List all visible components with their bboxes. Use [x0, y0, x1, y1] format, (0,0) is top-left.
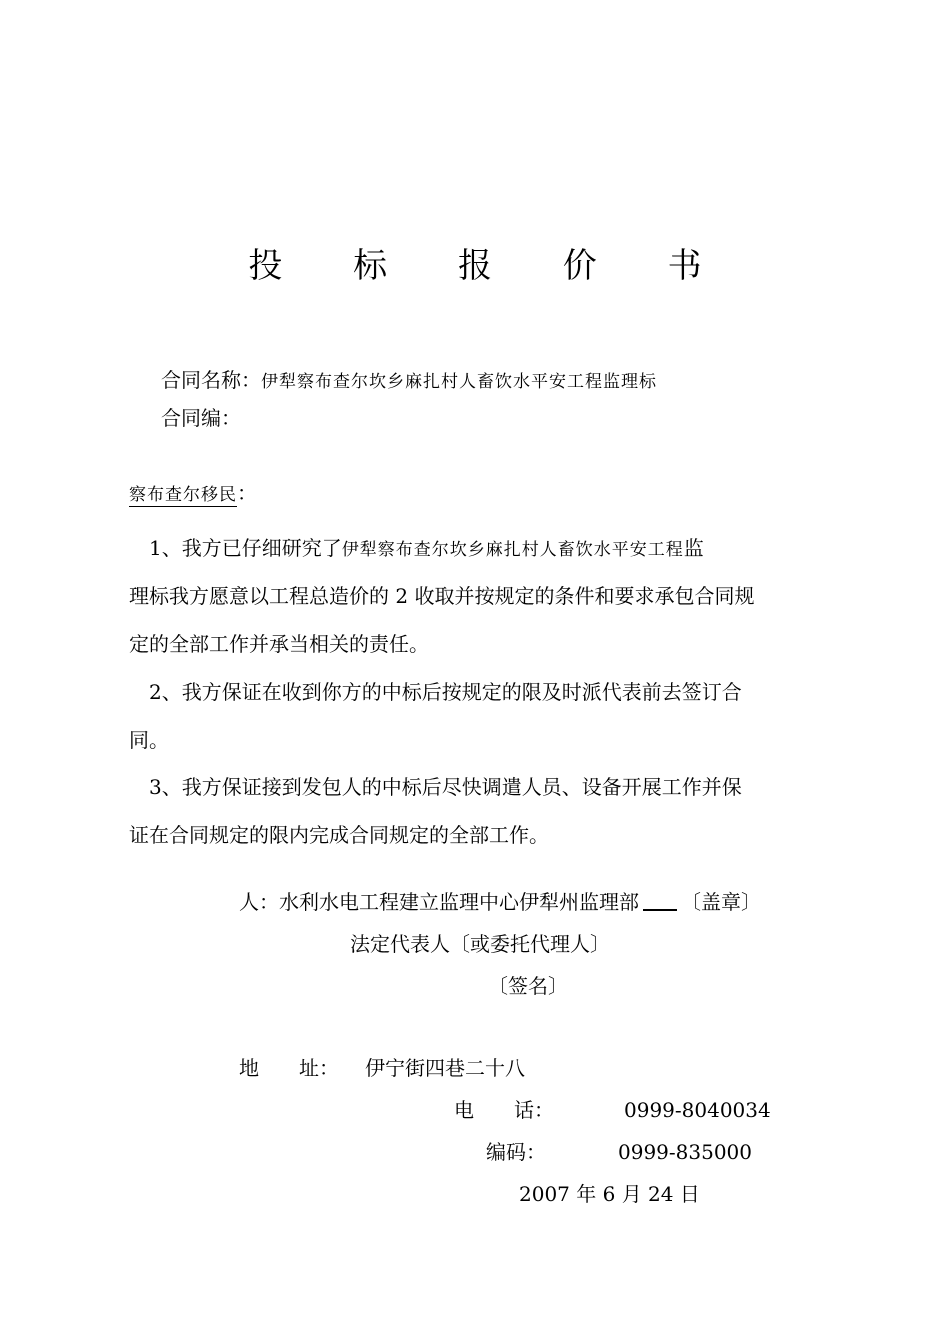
para1-line2: 理标我方愿意以工程总造价的 2 收取并按规定的条件和要求承包合同规	[129, 584, 755, 608]
postcode-line	[486, 1138, 752, 1166]
postcode-label: 编码：	[486, 1140, 546, 1164]
contract-name-label: 合同名称：	[161, 368, 261, 392]
phone-label: 电 话：	[454, 1098, 554, 1122]
para1-project: 伊犁察布查尔坎乡麻扎村人畜饮水平安工程	[341, 540, 684, 560]
seal-blank	[643, 909, 677, 911]
para2-line2: 同。	[129, 728, 169, 752]
postcode-value: 0999-835000	[618, 1140, 753, 1164]
bidder-label: 人：	[239, 890, 279, 914]
document-title: 投 标 报 价 书	[248, 246, 732, 286]
legal-representative: 法定代表人〔或委托代理人〕	[350, 932, 610, 956]
para1-suffix: 监	[683, 536, 704, 560]
addressee-line	[129, 479, 257, 509]
addressee-colon: ：	[237, 481, 257, 505]
bidder-name: 水利水电工程建立监理中心伊犁州监理部	[279, 890, 639, 914]
seal-note: 〔盖章〕	[681, 890, 761, 914]
address-label: 地 址：	[239, 1056, 339, 1080]
address-line	[239, 1054, 525, 1082]
para1-line3: 定的全部工作并承当相关的责任。	[129, 632, 429, 656]
contract-number-label: 合同编：	[161, 406, 241, 430]
signature-note: 〔签名〕	[488, 974, 568, 998]
addressee: 察布查尔移民	[129, 485, 237, 505]
phone-value: 0999-8040034	[624, 1098, 771, 1122]
contract-name-value: 伊犁察布查尔坎乡麻扎村人畜饮水平安工程监理标	[261, 372, 657, 392]
para3-line1: 3、我方保证接到发包人的中标后尽快调遣人员、设备开展工作并保	[149, 775, 742, 799]
para1-prefix: 1、我方已仔细研究了	[149, 536, 342, 560]
contract-name-line	[161, 366, 657, 396]
para3-line2: 证在合同规定的限内完成合同规定的全部工作。	[129, 823, 549, 847]
bidder-line	[239, 888, 761, 916]
phone-line	[454, 1096, 771, 1124]
address-value: 伊宁街四巷二十八	[365, 1056, 525, 1080]
date: 2007 年 6 月 24 日	[519, 1182, 700, 1206]
para1-line1	[149, 534, 704, 564]
para2-line1: 2、我方保证在收到你方的中标后按规定的限及时派代表前去签订合	[149, 680, 742, 704]
